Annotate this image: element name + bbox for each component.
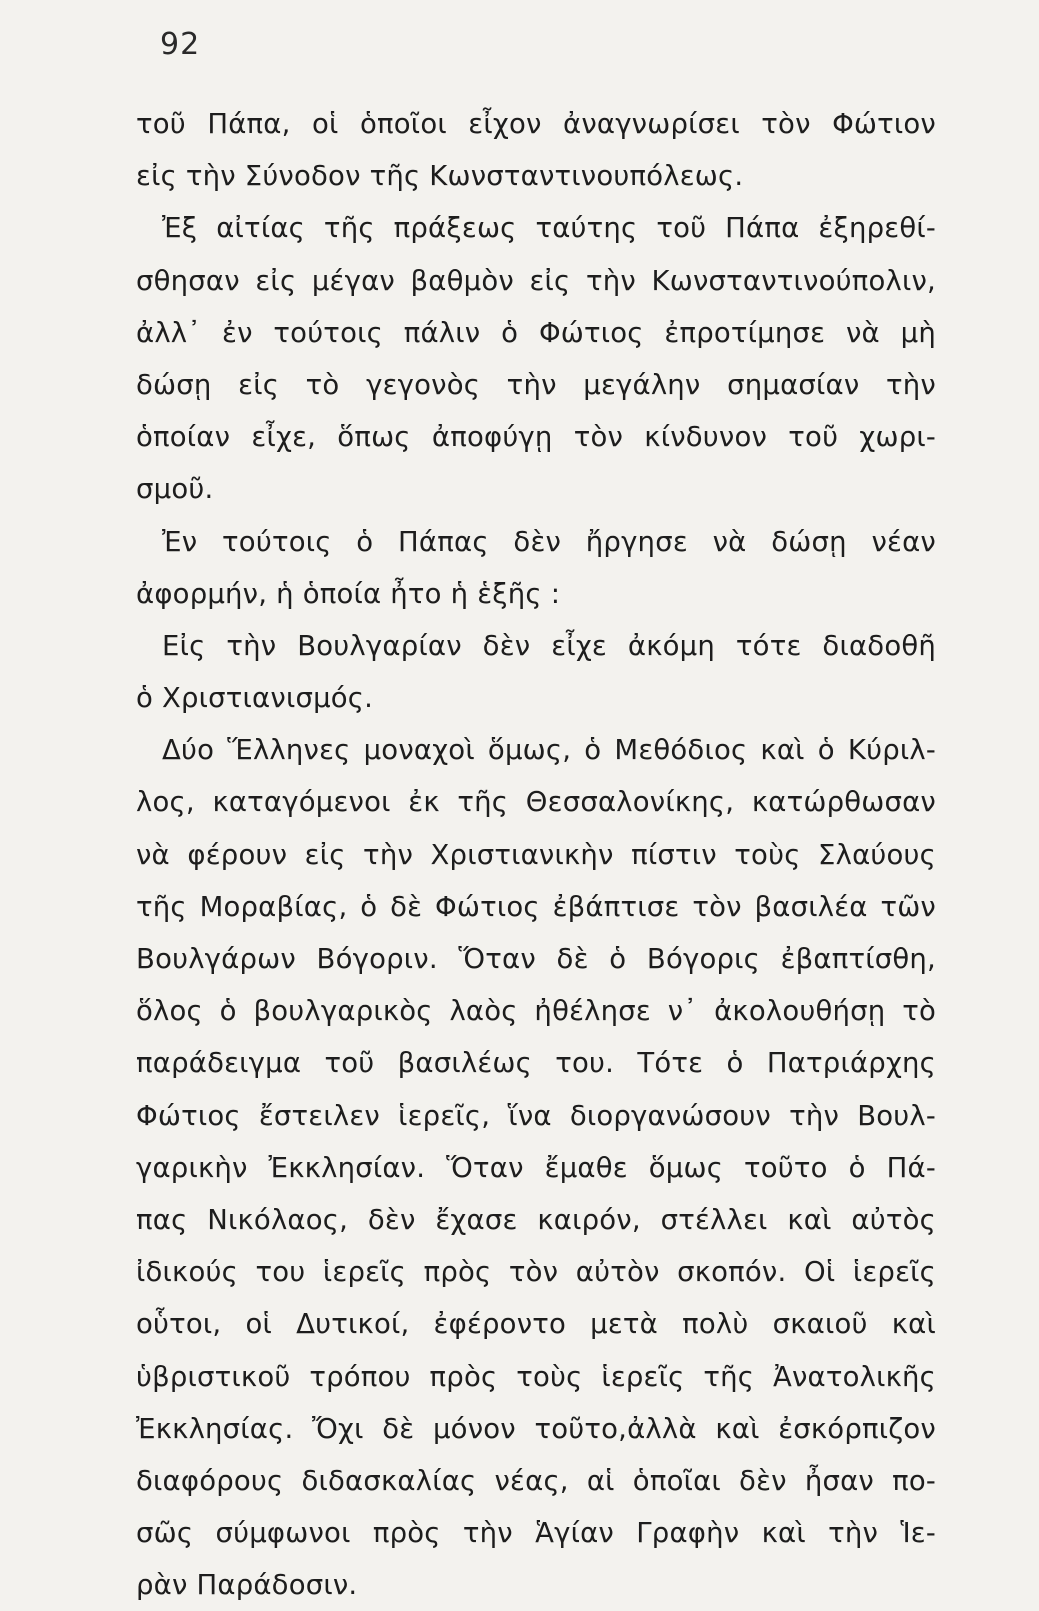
text-line: Ἐν τούτοις ὁ Πάπας δὲν ἤργησε νὰ δώσῃ νέαν: [162, 525, 936, 558]
text-line: σῶς σύμφωνοι πρὸς τὴν Ἁγίαν Γραφὴν καὶ τὴν Ἱε-: [136, 1517, 936, 1550]
text-line: οὗτοι, οἱ Δυτικοί, ἐφέροντο μετὰ πολὺ σκαιοῦ καὶ: [136, 1308, 936, 1341]
text-line: Ἐξ αἰτίας τῆς πράξεως ταύτης τοῦ Πάπα ἐξηρεθί-: [162, 212, 936, 245]
text-line: ἀλλ᾽ ἐν τούτοις πάλιν ὁ Φώτιος ἐπροτίμησε νὰ μὴ: [136, 316, 936, 349]
text-line: ὁποίαν εἶχε, ὅπως ἀποφύγῃ τὸν κίνδυνον τοῦ χωρι-: [136, 421, 936, 454]
text-line: γαρικὴν Ἐκκλησίαν. Ὅταν ἔμαθε ὅμως τοῦτο ὁ Πά-: [136, 1151, 936, 1184]
text-line: Δύο Ἕλληνες μοναχοὶ ὅμως, ὁ Μεθόδιος καὶ ὁ Κύριλ-: [162, 734, 936, 767]
text-line: σμοῦ.: [136, 473, 214, 506]
text-line: ἀφορμήν, ἡ ὁποία ἦτο ἡ ἑξῆς :: [136, 577, 561, 610]
text-line: εἰς τὴν Σύνοδον τῆς Κωνσταντινουπόλεως.: [136, 160, 744, 193]
text-line: δώσῃ εἰς τὸ γεγονὸς τὴν μεγάλην σημασίαν τὴν: [136, 368, 936, 401]
text-line: ὁ Χριστιανισμός.: [136, 682, 374, 715]
text-line: Φώτιος ἔστειλεν ἱερεῖς, ἵνα διοργανώσουν τὴν Βουλ-: [136, 1099, 936, 1132]
text-line: πας Νικόλαος, δὲν ἔχασε καιρόν, στέλλει καὶ αὐτὸς: [136, 1203, 936, 1236]
text-line: Ἐκκλησίας. Ὄχι δὲ μόνον τοῦτο,ἀλλὰ καὶ ἐσκόρπιζον: [136, 1412, 936, 1445]
text-line: λος, καταγόμενοι ἐκ τῆς Θεσσαλονίκης, κατώρθωσαν: [136, 786, 936, 819]
text-line: νὰ φέρουν εἰς τὴν Χριστιανικὴν πίστιν τοὺς Σλαύους: [136, 838, 936, 871]
text-line: σθησαν εἰς μέγαν βαθμὸν εἰς τὴν Κωνσταντινούπολιν,: [136, 264, 936, 297]
text-line: ὑβριστικοῦ τρόπου πρὸς τοὺς ἱερεῖς τῆς Ἀνατολικῆς: [136, 1360, 936, 1393]
text-line: Εἰς τὴν Βουλγαρίαν δὲν εἶχε ἀκόμη τότε διαδοθῆ: [162, 629, 936, 662]
text-line: ρὰν Παράδοσιν.: [136, 1569, 358, 1602]
page-number: 92: [160, 27, 201, 62]
body-text: [136, 98, 936, 1611]
text-line: ἰδικούς του ἱερεῖς πρὸς τὸν αὐτὸν σκοπόν. Οἱ ἱερεῖς: [136, 1256, 936, 1289]
text-line: τῆς Μοραβίας, ὁ δὲ Φώτιος ἐβάπτισε τὸν βασιλέα τῶν: [136, 890, 936, 923]
text-line: τοῦ Πάπα, οἱ ὁποῖοι εἶχον ἀναγνωρίσει τὸν Φώτιον: [136, 108, 936, 140]
text-line: διαφόρους διδασκαλίας νέας, αἱ ὁποῖαι δὲν ἦσαν πο-: [136, 1464, 936, 1497]
text-line: Βουλγάρων Βόγοριν. Ὅταν δὲ ὁ Βόγορις ἐβαπτίσθη,: [136, 943, 936, 975]
text-line: παράδειγμα τοῦ βασιλέως του. Τότε ὁ Πατριάρχης: [136, 1047, 936, 1080]
text-line: ὅλος ὁ βουλγαρικὸς λαὸς ἠθέλησε ν᾽ ἀκολουθήσῃ τὸ: [136, 995, 936, 1028]
